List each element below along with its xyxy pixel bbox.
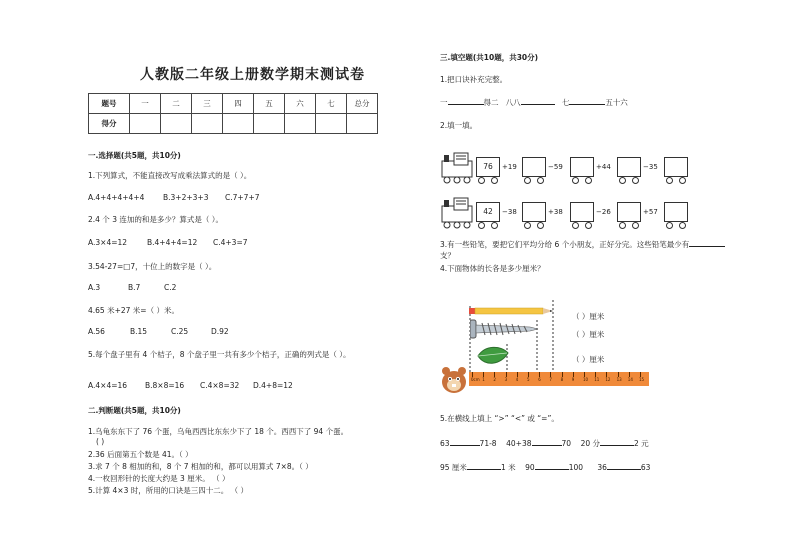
option-text: A.4×4=16: [88, 381, 128, 390]
wheel-icon: [524, 177, 531, 184]
wheel-icon: [679, 222, 686, 229]
question-text: 2.36 后面第五个数是 41。（ ）: [88, 450, 193, 459]
option-text: A.56: [88, 327, 105, 336]
wheel-icon: [679, 177, 686, 184]
ruler-number: 1: [482, 377, 485, 382]
score-input-cell[interactable]: [161, 114, 192, 134]
wheel-icon: [572, 177, 579, 184]
train-car-blank[interactable]: [664, 202, 688, 222]
option-text: B.8×8=16: [145, 381, 185, 390]
leaf-icon: [477, 345, 509, 367]
train-operation: −26: [596, 208, 611, 216]
score-header-cell: 题号: [89, 94, 130, 114]
option-text: B.4+4+4=12: [147, 238, 198, 247]
question-text: 1.下列算式，不能直接改写成乘法算式的是（ ）。: [88, 171, 252, 180]
answer-blank[interactable]: [600, 437, 634, 446]
rhyme-part: 八八: [505, 98, 521, 107]
ruler-number: 4: [515, 377, 519, 382]
train-car-blank[interactable]: [570, 202, 594, 222]
score-header-cell: 二: [161, 94, 192, 114]
compare-row: [440, 461, 650, 473]
question-text: 3.求 7 个 8 相加的和，8 个 7 相加的和，都可以用算式 7×8。（ ）: [88, 462, 313, 471]
option-text: B.15: [130, 327, 148, 336]
train-operation: +38: [548, 208, 563, 216]
wheel-icon: [585, 222, 592, 229]
train-car-blank[interactable]: [570, 157, 594, 177]
compare-operand: 2 元: [634, 439, 649, 448]
screw-icon: [470, 318, 540, 340]
wheel-icon: [478, 177, 485, 184]
train-operation: +44: [596, 163, 611, 171]
answer-blank[interactable]: [448, 96, 484, 105]
question-text: 4.下面物体的长各是多少厘米？: [440, 264, 545, 273]
wheel-icon: [585, 177, 592, 184]
train-car-start: 76: [476, 157, 500, 177]
score-input-cell[interactable]: [130, 114, 161, 134]
wheel-icon: [619, 222, 626, 229]
option-text: D.92: [211, 327, 229, 336]
option-text: A.3×4=12: [88, 238, 128, 247]
train-car-blank[interactable]: [522, 157, 546, 177]
wheel-icon: [537, 177, 544, 184]
ruler-number: 8: [560, 377, 564, 382]
rhyme-row: [440, 96, 628, 108]
wheel-icon: [491, 222, 498, 229]
wheel-icon: [537, 222, 544, 229]
option-text: A.4+4+4+4+4: [88, 193, 145, 202]
option-text: A.3: [88, 283, 101, 292]
compare-operand: 20 分: [580, 439, 601, 448]
option-text: C.2: [164, 283, 177, 292]
section-heading-judgement: 二.判断题(共5题，共10分): [88, 406, 181, 415]
score-input-cell[interactable]: [285, 114, 316, 134]
question-text-part: 3.有一些铅笔，要把它们平均分给 6 个小朋友，正好分完。这些铅笔最少有: [440, 240, 690, 249]
option-text: C.4×8=32: [200, 381, 240, 390]
question-text: 1.乌龟东东下了 76 个蛋，乌龟西西比东东少下了 18 个。西西下了 94 个蛋。: [88, 427, 349, 436]
score-header-cell: 六: [285, 94, 316, 114]
compare-operand: 40+38: [506, 439, 532, 448]
answer-bracket[interactable]: ( ): [96, 437, 105, 446]
answer-blank[interactable]: [467, 461, 501, 470]
wheel-icon: [478, 222, 485, 229]
page-title: 人教版二年级上册数学期末测试卷: [140, 67, 365, 83]
length-answer[interactable]: （ ）厘米: [572, 355, 605, 364]
rhyme-part: 五十六: [605, 98, 628, 107]
answer-blank[interactable]: [521, 96, 555, 105]
locomotive-icon: [440, 194, 474, 230]
rhyme-part: 一: [440, 98, 448, 107]
train-operation: −35: [643, 163, 658, 171]
score-header-cell: 四: [223, 94, 254, 114]
train-operation: −59: [548, 163, 563, 171]
score-input-cell[interactable]: [223, 114, 254, 134]
score-header-cell: 一: [130, 94, 161, 114]
score-input-cell[interactable]: [254, 114, 285, 134]
ruler-number: 15: [639, 377, 645, 382]
score-table-header-row: [89, 94, 378, 114]
rhyme-part: 得二: [483, 98, 499, 107]
train-car-blank[interactable]: [617, 157, 641, 177]
answer-blank[interactable]: [607, 461, 641, 470]
score-header-cell: 总分: [347, 94, 378, 114]
option-text: C.4+3=7: [213, 238, 248, 247]
section-heading-choice: 一.选择题(共5题，共10分): [88, 151, 181, 160]
compare-operand: 100: [568, 463, 584, 472]
wheel-icon: [666, 177, 673, 184]
compare-row: [440, 437, 649, 449]
ruler-number: 5: [527, 377, 530, 382]
train-operation: +19: [502, 163, 517, 171]
ruler-number: 10: [583, 377, 589, 382]
ruler-number: 11: [594, 377, 600, 382]
answer-blank[interactable]: [450, 437, 480, 446]
option-text: C.7+7+7: [225, 193, 260, 202]
answer-blank[interactable]: [689, 238, 725, 247]
train-car-blank[interactable]: [522, 202, 546, 222]
question-text: [440, 238, 725, 250]
option-text: B.7: [128, 283, 141, 292]
score-row-label: 得分: [89, 114, 130, 134]
ruler-number: 0cm: [471, 377, 480, 382]
ruler-number: 13: [616, 377, 622, 382]
ruler-number: 12: [605, 377, 611, 382]
question-text: 5.计算 4×3 时，所用的口诀是三四十二。 （ ）: [88, 486, 249, 495]
score-header-cell: 五: [254, 94, 285, 114]
compare-operand: 63: [640, 463, 651, 472]
question-text: 5.在横线上填上 “>” “<” 或 “=”。: [440, 414, 559, 423]
question-text: 2.4 个 3 连加的和是多少？算式是（ ）。: [88, 215, 223, 224]
compare-operand: 1 米: [500, 463, 516, 472]
option-text: B.3+2+3+3: [163, 193, 209, 202]
ruler-number: 2: [493, 377, 496, 382]
answer-blank[interactable]: [535, 461, 569, 470]
ruler: [469, 372, 649, 386]
wheel-icon: [666, 222, 673, 229]
score-input-cell[interactable]: [192, 114, 223, 134]
locomotive-icon: [440, 149, 474, 185]
wheel-icon: [632, 177, 639, 184]
answer-blank[interactable]: [569, 96, 605, 105]
train-operation: −38: [502, 208, 517, 216]
option-text: D.4+8=12: [253, 381, 293, 390]
length-answer[interactable]: （ ）厘米: [572, 330, 605, 339]
question-text: 3.54-27=□7，十位上的数字是（ ）。: [88, 262, 217, 271]
compare-operand: 71-8: [479, 439, 497, 448]
wheel-icon: [491, 177, 498, 184]
compare-operand: 63: [440, 439, 450, 448]
ruler-number: 3: [504, 377, 508, 382]
train-car-blank[interactable]: [664, 157, 688, 177]
length-answer[interactable]: （ ）厘米: [572, 312, 605, 321]
wheel-icon: [524, 222, 531, 229]
train-operation: +57: [643, 208, 658, 216]
option-text: C.25: [171, 327, 189, 336]
question-text: 5.每个盘子里有 4 个桔子，8 个盘子里一共有多少个桔子，正确的列式是（ ）。: [88, 350, 351, 359]
wheel-icon: [619, 177, 626, 184]
compare-operand: 70: [561, 439, 572, 448]
score-input-cell[interactable]: [316, 114, 347, 134]
score-header-cell: 七: [316, 94, 347, 114]
question-text: 2.填一填。: [440, 121, 478, 130]
score-input-cell[interactable]: [347, 114, 378, 134]
train-car-blank[interactable]: [617, 202, 641, 222]
compare-operand: 36: [597, 463, 607, 472]
answer-blank[interactable]: [532, 437, 562, 446]
pencil-icon: [469, 306, 555, 316]
question-text: 4.一枚回形针的长度大约是 3 厘米。 （ ）: [88, 474, 230, 483]
question-text: 4.65 米+27 米=（ ）米。: [88, 306, 179, 315]
section-heading-fill: 三.填空题(共10题，共30分): [440, 53, 539, 62]
compare-operand: 95 厘米: [440, 463, 467, 472]
beaver-mascot-icon: [440, 362, 468, 394]
rhyme-part: 七: [561, 98, 570, 107]
wheel-icon: [632, 222, 639, 229]
compare-operand: 90: [525, 463, 535, 472]
score-table-score-row: [89, 114, 378, 134]
ruler-number: 9: [571, 377, 575, 382]
ruler-number: 7: [549, 377, 552, 382]
score-table: [88, 93, 378, 134]
train-car-start: 42: [476, 202, 500, 222]
question-text-cont: 支？: [440, 251, 455, 260]
ruler-number: 14: [627, 377, 633, 382]
question-text: 1.把口诀补充完整。: [440, 75, 508, 84]
wheel-icon: [572, 222, 579, 229]
ruler-number: 6: [538, 377, 541, 382]
score-header-cell: 三: [192, 94, 223, 114]
